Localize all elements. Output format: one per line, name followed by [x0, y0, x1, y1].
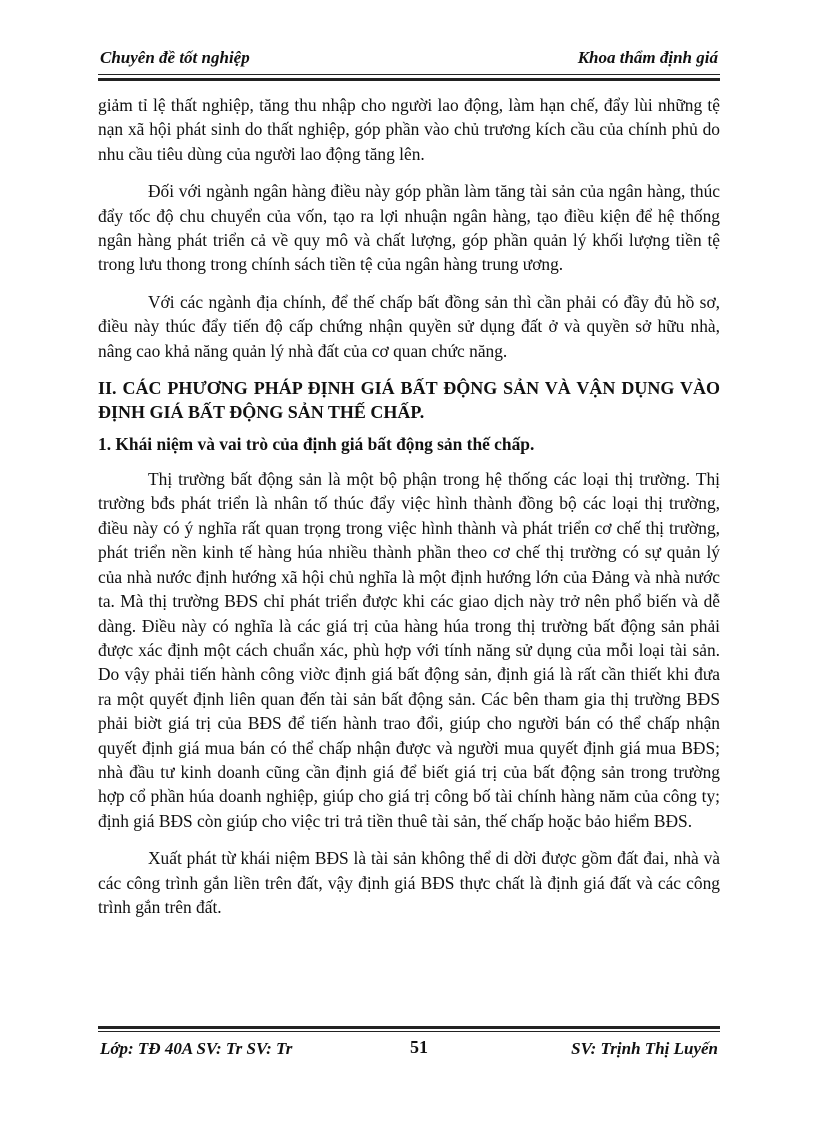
footer-rule-thin: [98, 1031, 720, 1032]
paragraph-banking: Đối với ngành ngân hàng điều này góp phần làm tăng tài sản của ngân hàng, thúc đẩy tốc độ chu chuyển của vốn, tạo ra lợi nhuận ngân hàng, tạo điều kiện để hệ thống ngân hàng phát triển cả về quy mô và chất lượng, góp phần quản lý khối lượng tiền tệ trong lưu thong trong chính sách tiền tệ của ngân hàng trung ương.: [98, 181, 720, 275]
paragraph-concept: Xuất phát từ khái niệm BĐS là tài sản không thể di dời được gồm đất đai, nhà và các công trình gắn liền trên đất, vậy định giá BĐS thực chất là định giá đất và các công trình gắn trên đất.: [98, 848, 720, 917]
footer-student-name: SV: Trịnh Thị Luyến: [571, 1039, 718, 1058]
paragraph-cadastral: Với các ngành địa chính, để thế chấp bất đồng sản thì cần phải có đầy đủ hồ sơ, điều này thúc đẩy tiến độ cấp chứng nhận quyền sử dụng đất ở và quyền sở hữu nhà, nâng cao khả năng quản lý nhà đất của cơ quan chức năng.: [98, 291, 720, 361]
page-body: [98, 93, 720, 932]
header-rule-thin: [98, 74, 720, 75]
header-thesis-title: Chuyên đề tốt nghiệp: [100, 48, 250, 67]
footer-class-info: Lớp: TĐ 40A SV: Tr SV: Tr: [100, 1039, 293, 1058]
section-heading: II. CÁC PHƯƠNG PHÁP ĐỊNH GIÁ BẤT ĐỘNG SẢN VÀ VẬN DỤNG VÀO ĐỊNH GIÁ BẤT ĐỘNG SẢN THẾ CHẤP.: [98, 378, 720, 423]
subsection-heading: 1. Khái niệm và vai trò của định giá bất động sản thế chấp.: [98, 434, 535, 455]
page-footer: [98, 1037, 720, 1063]
page-header: [98, 46, 720, 72]
page-number: 51: [410, 1037, 428, 1057]
header-rule-thick: [98, 78, 720, 81]
paragraph-continued: giảm tỉ lệ thất nghiệp, tăng thu nhập cho người lao động, làm hạn chế, đẩy lùi những tệ nạn xã hội phát sinh do thất nghiệp, góp phần vào chủ trương kích cầu của chính phủ do nhu cầu tiêu dùng của người lao động tăng lên.: [98, 95, 720, 164]
header-faculty: Khoa thẩm định giá: [577, 48, 718, 67]
footer-rule-thick: [98, 1026, 720, 1029]
paragraph-market: Thị trường bất động sản là một bộ phận trong hệ thống các loại thị trường. Thị trường bđs phát triển là nhân tố thúc đẩy việc hình thành đồng bộ các loại thị trường, điều này có ý nghĩa rất quan trọng trong việc hình thành và phát triển cơ chế thị trường, phát triển nền kinh tế hàng húa nhiều thành phần theo cơ chế thị trường có sự quản lý của nhà nước định hướng xã hội chủ nghĩa là một định hướng lớn của Đảng và nhà nước ta. Mà thị trường BĐS chỉ phát triển được khi các giao dịch này trở nên phổ biến và dễ dàng. Điều này có nghĩa là các giá trị của hàng húa trong thị trường bất động sản phải được xác định một cách chuẩn xác, phù hợp với tính năng sử dụng của mỗi loại tài sản. Do vậy phải tiến hành công viờc định giá bất động sản, định giá là rất cần thiết khi đưa ra một quyết định liên quan đến tài sản bất động sản. Các bên tham gia thị trường BĐS phải biờt giá trị của BĐS để tiến hành trao đổi, giúp cho người bán có thể chấp nhận quyết định giá mua bán có thể chấp nhận được và người mua quyết định giá mua BĐS; nhà đầu tư kinh doanh cũng cần định giá để biết giá trị của bất động sản trong trường hợp cổ phần húa doanh nghiệp, giúp cho giá trị công bố tài chính hàng năm của công ty; định giá BĐS còn giúp cho việc tri trả tiền thuê tài sản, thế chấp hoặc bảo hiểm BĐS.: [98, 469, 720, 831]
